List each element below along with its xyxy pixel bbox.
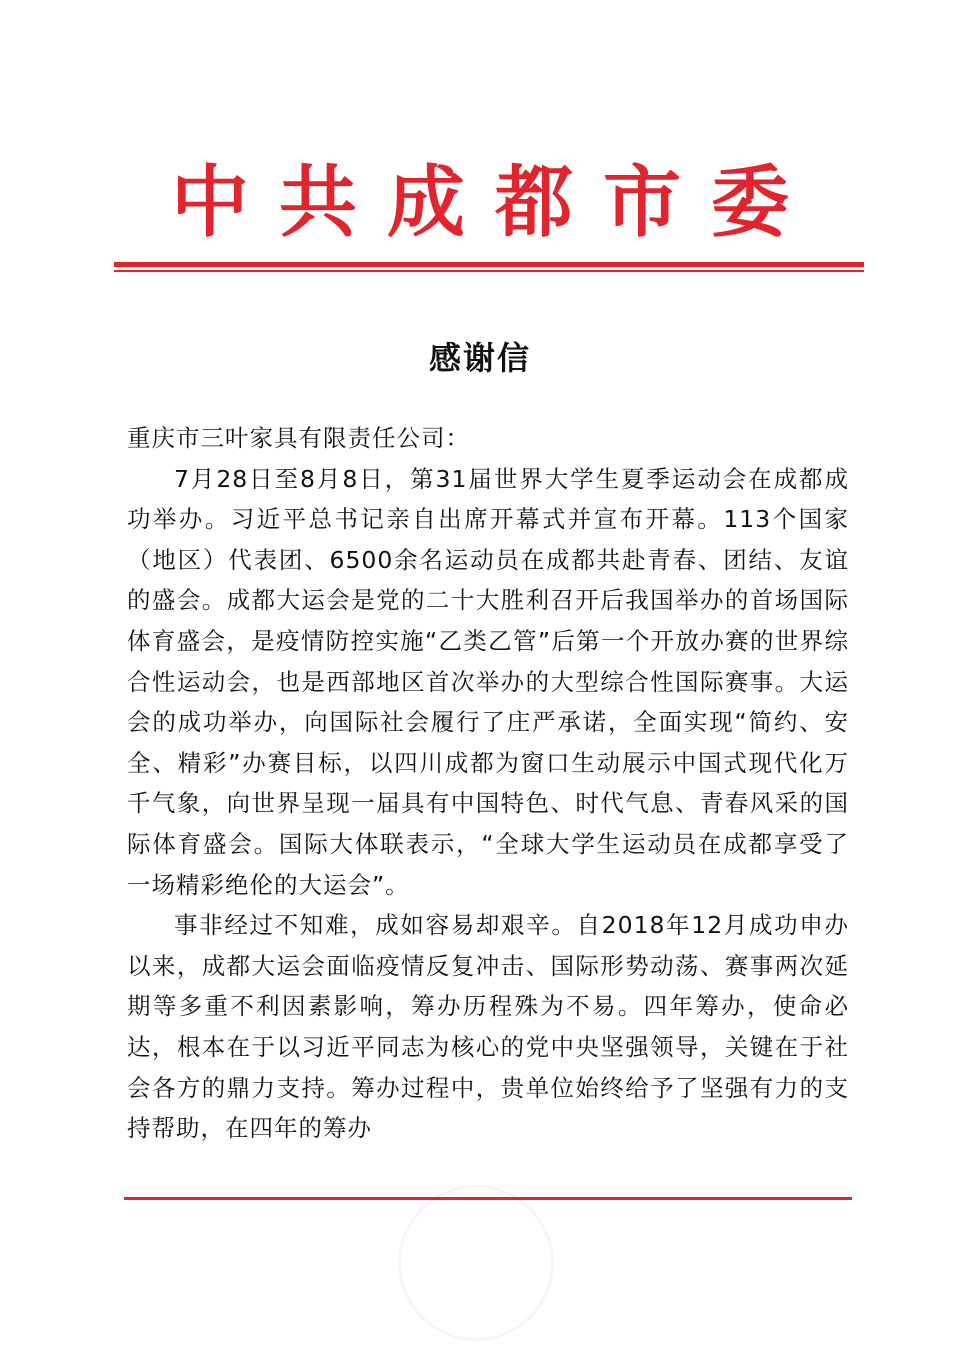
letterhead-rule-thick (114, 262, 864, 267)
faint-seal-mark (398, 1185, 554, 1341)
letterhead-rule-thin (114, 270, 864, 272)
letter-title: 感谢信 (428, 339, 531, 377)
letter-paragraph-2: 事非经过不知难，成如容易却艰辛。自2018年12月成功申办以来，成都大运会面临疫情反复冲击、国际形势动荡、赛事两次延期等多重不利因素影响，筹办历程殊为不易。四年筹办，使命必达，根本在于以习近平同志为核心的党中央坚强领导，关键在于社会各方的鼎力支持。筹办过程中，贵单位始终给予了坚强有力的支持帮助，在四年的筹办 (127, 911, 849, 1143)
letter-salutation: 重庆市三叶家具有限责任公司： (127, 424, 470, 452)
letterhead-org-name: 中共成都市委 (170, 157, 819, 248)
letter-body (127, 418, 849, 1149)
letter-paragraph-1: 7月28日至8月8日，第31届世界大学生夏季运动会在成都成功举办。习近平总书记亲自出席开幕式并宣布开幕。113个国家（地区）代表团、6500余名运动员在成都共赴青春、团结、友谊的盛会。成都大运会是党的二十大胜利召开后我国举办的首场国际体育盛会，是疫情防控实施“乙类乙管”后第一个开放办赛的世界综合性运动会，也是西部地区首次举办的大型综合性国际赛事。大运会的成功举办，向国际社会履行了庄严承诺，全面实现“简约、安全、精彩”办赛目标，以四川成都为窗口生动展示中国式现代化万千气象，向世界呈现一届具有中国特色、时代气息、青春风采的国际体育盛会。国际大体联表示，“全球大学生运动员在成都享受了一场精彩绝伦的大运会”。 (127, 464, 849, 899)
